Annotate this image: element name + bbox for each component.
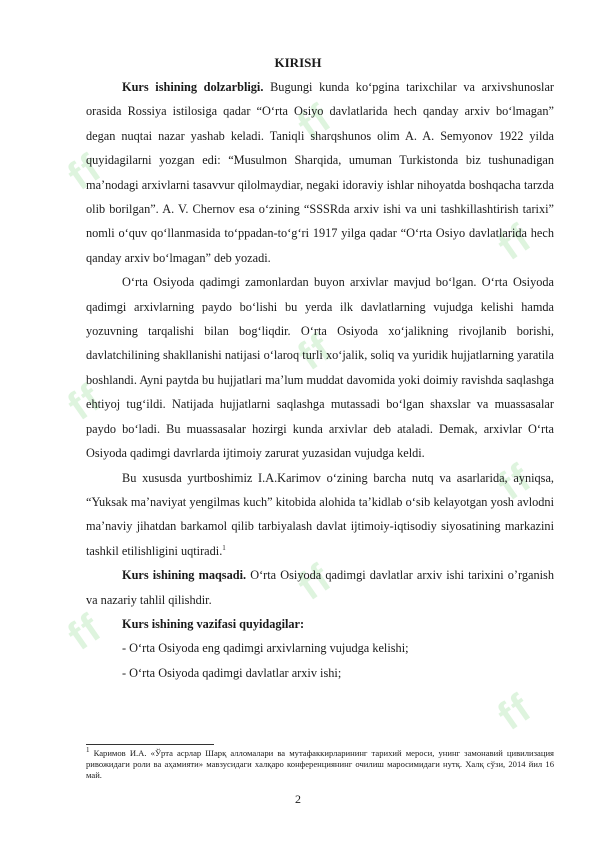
page-title: KIRISH	[274, 55, 322, 70]
footnote-text: Каримов И.А. «Ўрта асрлар Шарқ алломалари ва мутафаккирларининг тарихий мероси, унинг замонавий цивилизация ривожидаги роли ва аҳамияти» мавзусидаги халқаро конференциянинг очилиш маросимидаги нутқ. Халқ сўзи, 2014 йил 16 май.	[86, 748, 554, 780]
paragraph-text: O‘rta Osiyoda qadimgi zamonlardan buyon arxivlar mavjud bo‘lgan. O‘rta Osiyoda qadimgi arxivlarning paydo bo‘lishi bu yerda ilk davlatlarning vujudga kelishi hamda yozuvning tarqalishi bilan bog‘liqdir. O‘rta Osiyoda xo‘jalikning rivojlanib borishi, davlatchilining shakllanishi natijasi o‘laroq turli xo‘jalik, soliq va yuridik hujjatlarning yaratila boshlandi. Ayni paytda bu hujjatlari ma’lum muddat davomida yoki doimiy ravishda saqlashga ehtiyoj tug‘ildi. Natijada hujjatlarni saqlashga mutassadi bo‘lgan shaxslar va muassasalar paydo bo‘ladi. Bu muassasalar hozirgi kunda arxivlar deb ataladi. Demak, arxivlar O‘rta Osiyoda qadimgi davrlarda ijtimoiy zarurat yuzasidan vujudga keldi.	[86, 275, 554, 461]
paragraph-text: Bu xususda yurtboshimiz I.A.Karimov o‘zining barcha nutq va asarlarida, ayniqsa, “Yuksak ma’naviyat yengilmas kuch” kitobida alohida ta’kidlab o‘sib kelayotgan yosh avlodni ma’naviy jihatdan barkamol qilib tarbiyalash davlat ijtimoiy-iqtisodiy siyosatining markazini tashkil etilishligini uqtiradi.	[86, 470, 554, 558]
tasks-heading: Kurs ishining vazifasi quyidagilar:	[122, 616, 305, 631]
paragraph-text: O‘rta Osiyoda qadimgi davlatlar arxiv ishi tarixini o’rganish va nazariy tahlil qilishdir.	[86, 568, 554, 607]
list-item: - O‘rta Osiyoda qadimgi davlatlar arxiv ishi;	[122, 665, 342, 680]
paragraph-goal	[86, 563, 554, 612]
paragraph-quote	[86, 466, 554, 564]
page-number: 2	[295, 792, 301, 806]
paragraph-lead: Kurs ishining dolzarbligi.	[122, 80, 264, 94]
footnote-divider	[86, 744, 214, 745]
document-page: ff ff ff ff ff ff ff ff ff KIRISH Kurs ishining dolzarbligi. Bugungi kunda ko‘pgina tarixchilar va arxivshunoslar orasida Rossiya istilosiga qadar “O‘rta Osiyo davlatlarida hech qanday arxiv bo‘lmagan” degan nuqtai nazar yashab keladi. Taniqli sharqshunos olim A. A. Semyonov 1922 yilda quyidagilarni yozgan edi: “Musulmon Sharqida, umuman Turkistonda biz tushunadigan ma’nodagi arxivlarni tasavvur qilolmaydiar, negaki idoraviy ishlar nihoyatda boshqacha tarzda olib borilgan”. A. V. Chernov esa o‘zining “SSSRda arxiv ishi va uni tashkillashtirish tarixi” nomli o‘quv qo‘llanmasida to‘ppadan-to‘g‘ri 1917 yilga qadar “O‘rta Osiyo davlatlarida hech qanday arxiv bo‘lmagan” deb yozadi. O‘rta Osiyoda qadimgi zamonlardan buyon arxivlar mavjud bo‘lgan. O‘rta Osiyoda qadimgi arxivlarning paydo bo‘lishi bu yerda ilk davlatlarning vujudga kelishi hamda yozuvning tarqalishi bilan bog‘liqdir. O‘rta Osiyoda xo‘jalikning rivojlanib borishi, davlatchilining shakllanishi natijasi o‘laroq turli xo‘jalik, soliq va yuridik hujjatlarning yaratila boshlandi. Ayni paytda bu hujjatlari ma’lum muddat davomida yoki doimiy ravishda saqlashga ehtiyoj tug‘ildi. Natijada hujjatlarni saqlashga mutassadi bo‘lgan shaxslar va muassasalar paydo bo‘ladi. Bu muassasalar hozirgi kunda arxivlar deb ataladi. Demak, arxivlar O‘rta Osiyoda qadimgi davrlarda ijtimoiy zarurat yuzasidan vujudga keldi. Bu xususda yurtboshimiz I.A.Karimov o‘zining barcha nutq va asarlarida, ayniqsa, “Yuksak ma’naviyat yengilmas kuch” kitobida alohida ta’kidlab o‘sib kelayotgan yosh avlodni ma’naviy jihatdan barkamol qilib tarbiyalash davlat ijtimoiy-iqtisodiy siyosatining markazini tashkil etilishligini uqtiradi.$^1$ Kurs ishining maqsadi. O‘rta Osiyoda qadimgi davlatlar arxiv ishi tarixini o’rganish va nazariy tahlil qilishdir. Kurs ishining vazifasi quyidagilar: - O‘rta Osiyoda eng qadimgi arxivlarning vujudga kelishi; - O‘rta Osiyoda qadimgi davlatlar arxiv ishi; $^1$ Каримов И.А. «Ўрта асрлар Шарқ алломалари ва мутафаккирларининг тарихий мероси, унинг замонавий цивилизация ривожидаги роли ва аҳамияти» мавзусидаги халқаро конференциянинг очилиш маросимидаги нутқ. Халқ сўзи, 2014 йил 16 май. 2	[0, 0, 596, 842]
paragraph-text: Bugungi kunda ko‘pgina tarixchilar va arxivshunoslar orasida Rossiya istilosiga qadar “O‘rta Osiyo davlatlarida hech qanday arxiv bo‘lmagan” degan nuqtai nazar yashab keladi. Taniqli sharqshunos olim A. A. Semyonov 1922 yilda quyidagilarni yozgan edi: “Musulmon Sharqida, umuman Turkistonda biz tushunadigan ma’nodagi arxivlarni tasavvur qilolmaydiar, negaki idoraviy ishlar nihoyatda boshqacha tarzda olib borilgan”. A. V. Chernov esa o‘zining “SSSRda arxiv ishi va uni tashkillashtirish tarixi” nomli o‘quv qo‘llanmasida to‘ppadan-to‘g‘ri 1917 yilga qadar “O‘rta Osiyo davlatlarida hech qanday arxiv bo‘lmagan” deb yozadi.	[86, 80, 554, 265]
footnote-mark: 1	[86, 746, 90, 755]
paragraph-history	[86, 270, 554, 465]
footnote-ref[interactable]: 1	[222, 543, 226, 552]
list-item: - O‘rta Osiyoda eng qadimgi arxivlarning vujudga kelishi;	[122, 641, 409, 656]
paragraph-relevance	[86, 75, 554, 270]
footnote	[86, 748, 554, 781]
main-text	[86, 75, 554, 685]
paragraph-lead: Kurs ishining maqsadi.	[122, 568, 247, 583]
